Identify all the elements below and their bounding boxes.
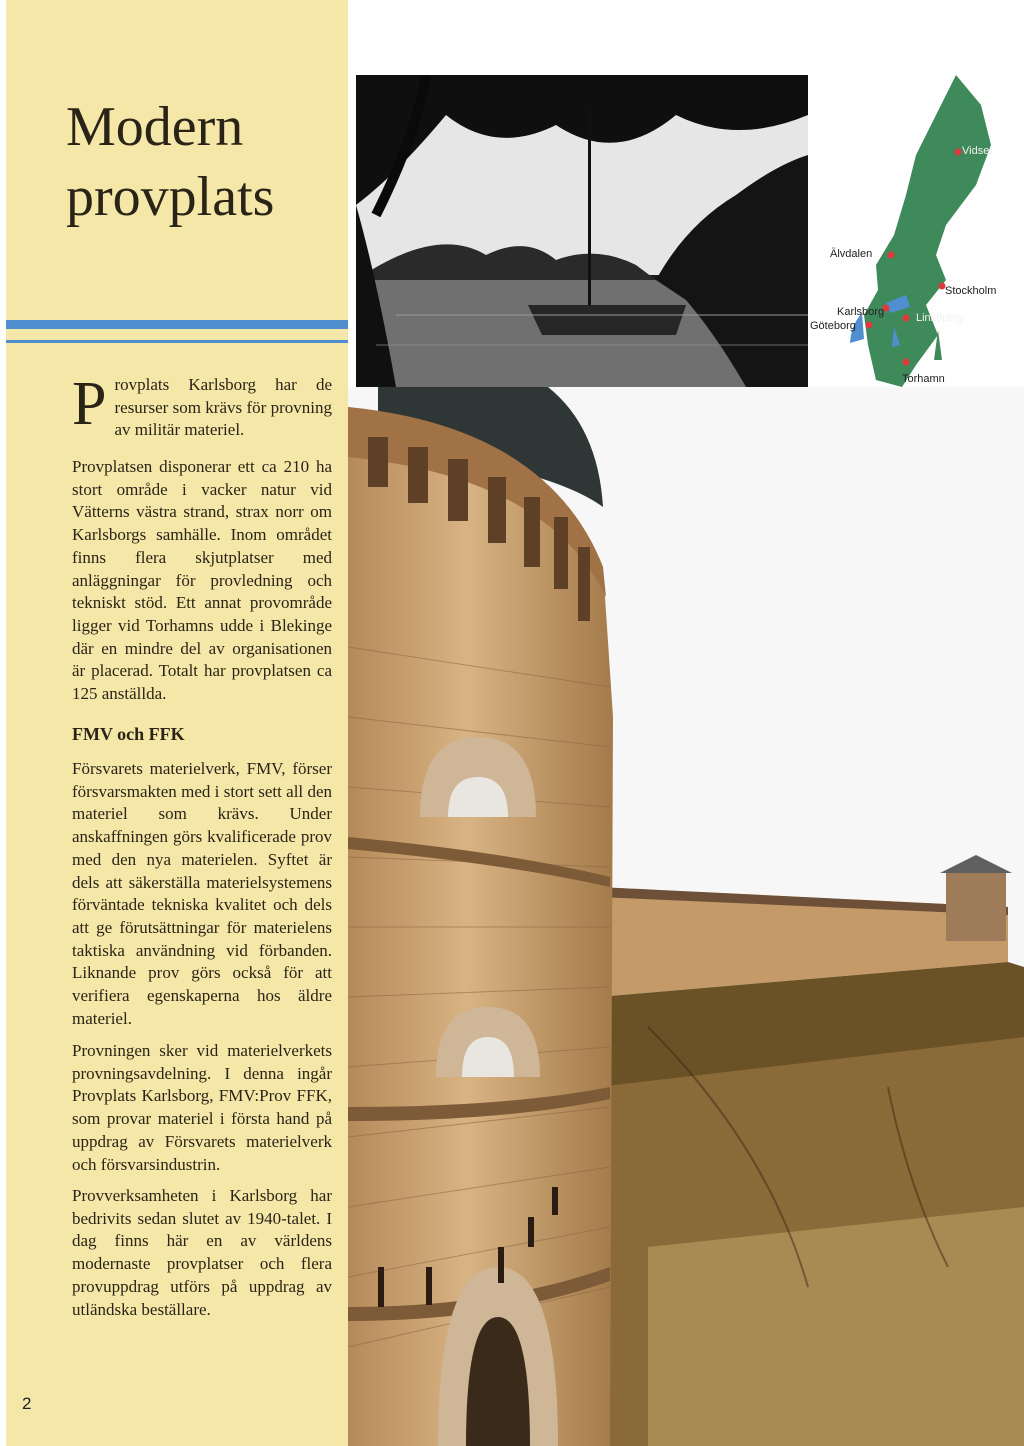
paragraph-text: Försvarets materielverk, FMV, förser försvarsmakten med i stort sett all den materiel som krävs. Under anskaffningen görs kvalificerade prov med den nya materielen. Syftet är dels att säkerställa materielsystemens förväntade tekniska kvalitet och dels att ge förutsättningar för materielens taktiska användning vid förbanden. Liknande prov görs också för att verifiera egenskaperna hos äldre materiel. [72,759,332,1028]
map-marker-alvdalen [888,252,895,259]
map-label-alvdalen: Älvdalen [830,248,873,260]
map-label-goteborg: Göteborg [810,320,856,332]
sweden-map [806,75,1024,395]
title-line-2: provplats [66,166,275,228]
body-paragraph-1 [72,456,332,706]
divider-thick [6,320,348,329]
map-label-torhamn: Torhamn [902,373,945,385]
paragraph-text: Provningen sker vid materielverkets provningsavdelning. I denna ingår Provplats Karlsborg, FMV:Prov FFK, som provar materiel i första hand på uppdrag av Försvarets materielverk och försvarsindustrin. [72,1041,332,1174]
section-heading: FMV och FFK [72,724,185,744]
intro-paragraph [72,370,332,442]
intro-text: rovplats Karlsborg har de resurser som krävs för provning av militär materiel. [114,375,332,440]
map-marker-vidsel [955,149,962,156]
page-title [66,92,274,232]
paragraph-text: Provplatsen disponerar ett ca 210 ha stort område i vacker natur vid Vätterns västra strand, strax norr om Karlsborgs samhälle. Inom området finns flera skjutplatser med anläggningar för provledning och tekniskt stöd. Ett annat provområde ligger vid Torhamns udde i Blekinge där en mindre del av organisationen är placerad. Totalt har provplatsen ca 125 anställda. [72,457,332,704]
title-line-1: Modern [66,96,244,158]
drop-cap: P [72,370,107,438]
paragraph-text: Provverksamheten i Karlsborg har bedrivits sedan slutet av 1940-talet. I dag finns här en av världens modernaste provplatser och flera provuppdrag utförs på uppdrag av utländska beställare. [72,1186,332,1319]
map-label-karlsborg: Karlsborg [837,306,885,318]
divider-thin [6,340,348,343]
map-label-stockholm: Stockholm [945,285,997,297]
body-paragraph-3 [72,1040,332,1176]
map-marker-torhamn [903,359,910,366]
body-paragraph-2 [72,758,332,1030]
fortress-photo [348,387,1024,1446]
map-marker-linkoping [903,315,910,322]
map-label-linkoping: Linköping [916,312,964,324]
body-paragraph-4 [72,1185,332,1321]
lake-photo [356,75,808,387]
map-label-vidsel: Vidsel [962,145,992,157]
map-marker-goteborg [866,322,873,329]
page-number: 2 [22,1394,32,1413]
